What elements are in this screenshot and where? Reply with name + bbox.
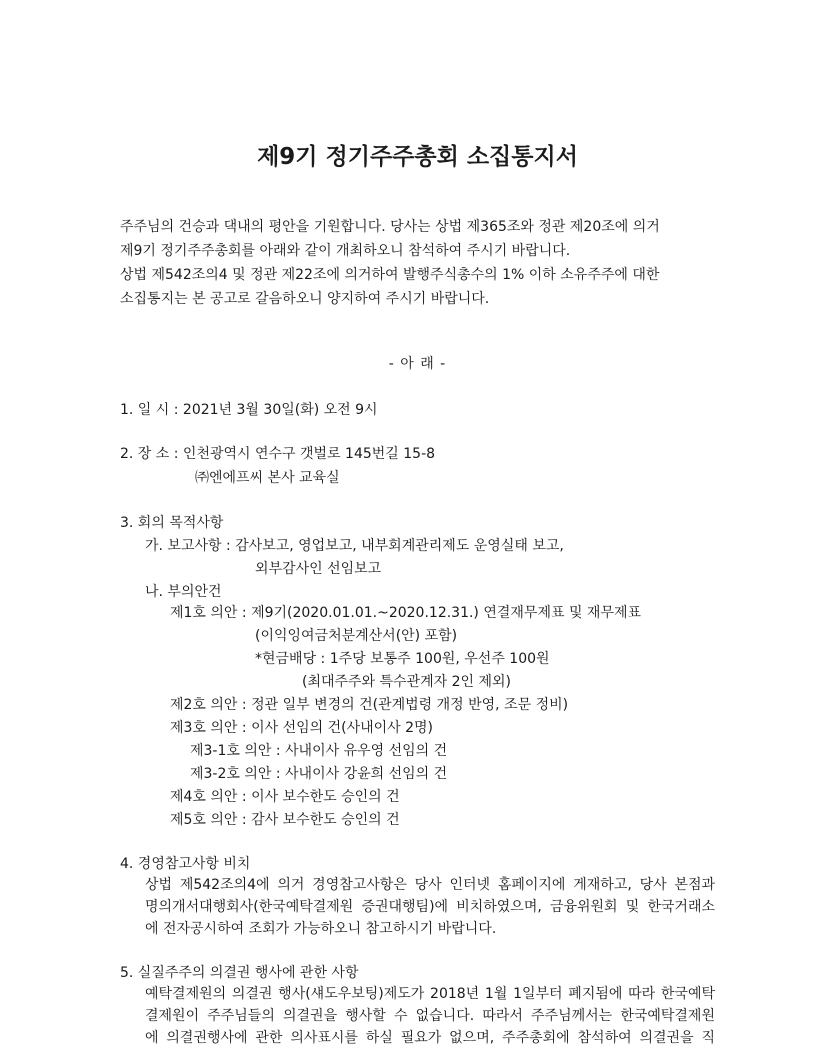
paragraph-line: 예탁결제원의 의결권 행사(섀도우보팅)제도가 2018년 1월 1일부터 폐지됨에 따라 한국예탁 (145, 986, 715, 1002)
agenda-item: *현금배당 : 1주당 보통주 100원, 우선주 100원 (255, 651, 550, 667)
section-heading: 4. 경영참고사항 비치 (120, 856, 251, 872)
resolution-heading: 나. 부의안건 (145, 584, 222, 600)
paragraph-line: 명의개서대행회사(한국예탁결제원 증권대행팀)에 비치하였으며, 금융위원회 및 한국거래소 (145, 899, 715, 915)
meeting-location: 2. 장 소 : 인천광역시 연수구 갯벌로 145번길 15-8 (120, 446, 436, 462)
report-items: 가. 보고사항 : 감사보고, 영업보고, 내부회계관리제도 운영실태 보고, (145, 538, 564, 554)
agenda-item: 제5호 의안 : 감사 보수한도 승인의 건 (170, 812, 400, 828)
section-heading: 5. 실질주주의 의결권 행사에 관한 사항 (120, 965, 359, 981)
intro-line: 주주님의 건승과 댁내의 평안을 기원합니다. 당사는 상법 제365조와 정관 제20조에 의거 (120, 219, 660, 235)
paragraph-line: 에 의결권행사에 관한 의사표시를 하실 필요가 없으며, 주주총회에 참석하여 의결권을 직 (145, 1030, 715, 1046)
agenda-item: 제4호 의안 : 이사 보수한도 승인의 건 (170, 789, 400, 805)
agenda-item: 제2호 의안 : 정관 일부 변경의 건(관계법령 개정 반영, 조문 정비) (170, 697, 569, 713)
meeting-location-detail: ㈜엔에프씨 본사 교육실 (195, 470, 340, 486)
report-items-cont: 외부감사인 선임보고 (255, 561, 382, 577)
intro-line: 제9기 정기주주총회를 아래와 같이 개최하오니 참석하여 주시기 바랍니다. (120, 243, 571, 259)
intro-line: 상법 제542조의4 및 정관 제22조에 의거하여 발행주식총수의 1% 이하 소유주주에 대한 (120, 267, 660, 283)
section-heading: 3. 회의 목적사항 (120, 515, 224, 531)
agenda-item: (최대주주와 특수관계자 2인 제외) (302, 674, 511, 690)
intro-line: 소집통지는 본 공고로 갈음하오니 양지하여 주시기 바랍니다. (120, 291, 490, 307)
document-title: 제9기 정기주주총회 소집통지서 (257, 144, 578, 170)
notice-header: - 아 래 - (388, 356, 447, 372)
agenda-item: 제3-1호 의안 : 사내이사 유우영 선임의 건 (190, 743, 448, 759)
agenda-item: (이익잉여금처분계산서(안) 포함) (255, 628, 458, 644)
paragraph-line: 상법 제542조의4에 의거 경영참고사항은 당사 인터넷 홈페이지에 게재하고, 당사 본점과 (145, 877, 715, 893)
paragraph-line: 결제원이 주주님들의 의결권을 행사할 수 없습니다. 따라서 주주님께서는 한국예탁결제원 (145, 1008, 715, 1024)
agenda-item: 제3호 의안 : 이사 선임의 건(사내이사 2명) (170, 720, 434, 736)
agenda-item: 제1호 의안 : 제9기(2020.01.01.~2020.12.31.) 연결재무제표 및 재무제표 (170, 605, 642, 621)
meeting-datetime: 1. 일 시 : 2021년 3월 30일(화) 오전 9시 (120, 402, 378, 418)
agenda-item: 제3-2호 의안 : 사내이사 강윤희 선임의 건 (190, 766, 448, 782)
paragraph-line: 에 전자공시하여 조회가 가능하오니 참고하시기 바랍니다. (145, 921, 497, 937)
